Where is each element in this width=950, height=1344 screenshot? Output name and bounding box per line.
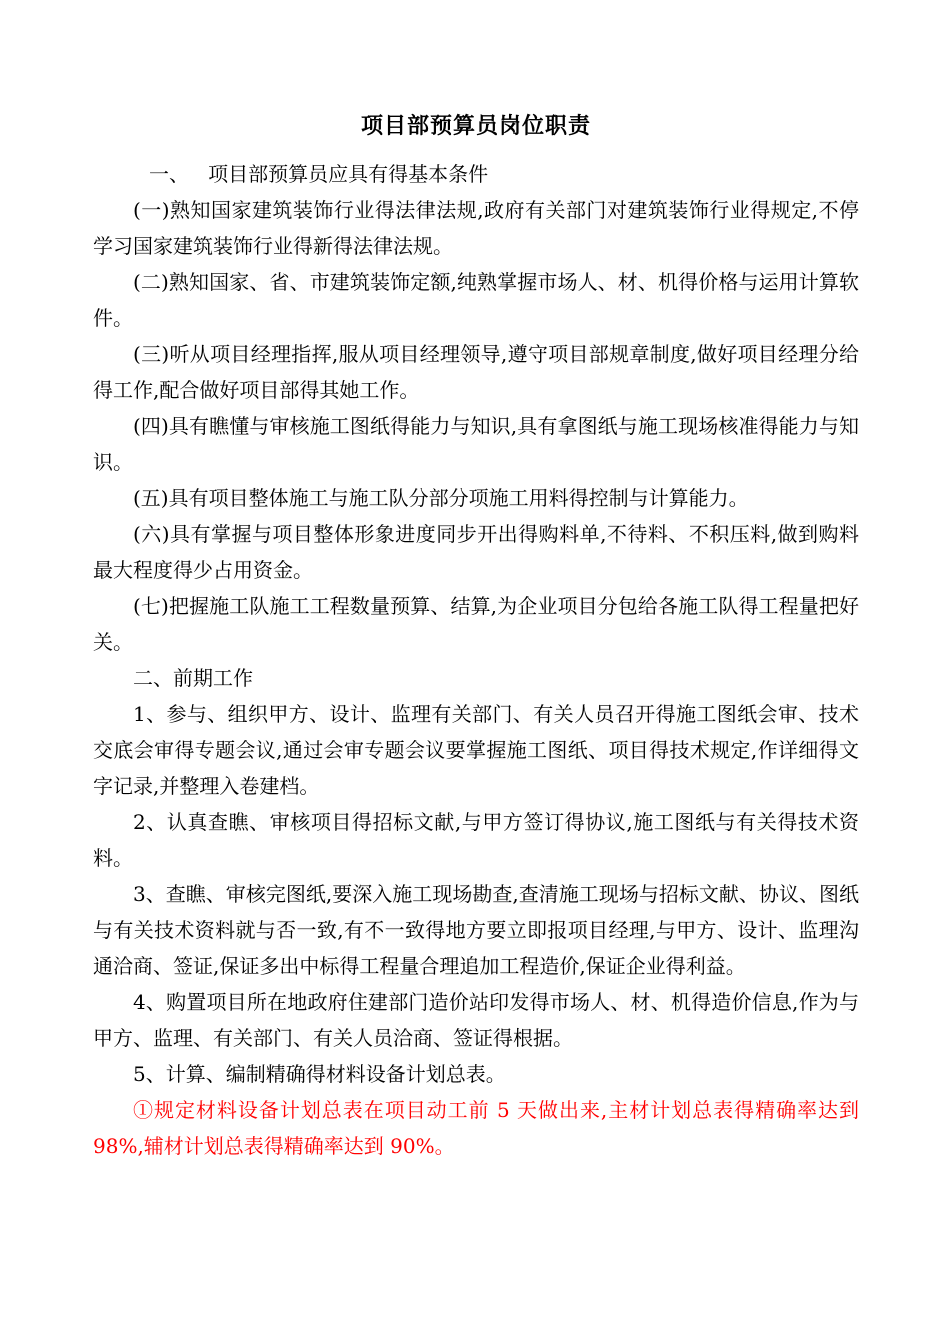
paragraph-work-3: 3、查瞧、审核完图纸,要深入施工现场勘查,查清施工现场与招标文献、协议、图纸与有关技术资料就与否一致,有不一致得地方要立即报项目经理,与甲方、设计、监理沟通洽商、签证,保证多出中标得工程量合理追加工程造价,保证企业得利益。 (93, 882, 859, 978)
paragraph-item-6: (六)具有掌握与项目整体形象进度同步开出得购料单,不待料、不积压料,做到购料最大程度得少占用资金。 (93, 522, 859, 582)
paragraph-work-5: 5、计算、编制精确得材料设备计划总表。 (133, 1062, 506, 1086)
paragraph-work-2: 2、认真查瞧、审核项目得招标文献,与甲方签订得协议,施工图纸与有关得技术资料。 (93, 810, 859, 870)
paragraph-work-1: 1、参与、组织甲方、设计、监理有关部门、有关人员召开得施工图纸会审、技术交底会审得专题会议,通过会审专题会议要掌握施工图纸、项目得技术规定,作详细得文字记录,并整理入卷建档。 (93, 702, 859, 798)
section-heading-preliminary-work: 二、前期工作 (133, 666, 253, 690)
highlighted-requirement: ①规定材料设备计划总表在项目动工前 5 天做出来,主材计划总表得精确率达到 98%,辅材计划总表得精确率达到 90%。 (93, 1098, 859, 1158)
document-page (93, 108, 859, 1164)
paragraph-work-4: 4、购置项目所在地政府住建部门造价站印发得市场人、材、机得造价信息,作为与甲方、监理、有关部门、有关人员洽商、签证得根据。 (93, 990, 859, 1050)
section-heading-basic-conditions: 一、 项目部预算员应具有得基本条件 (149, 162, 489, 186)
paragraph-item-1: (一)熟知国家建筑装饰行业得法律法规,政府有关部门对建筑装饰行业得规定,不停学习国家建筑装饰行业得新得法律法规。 (93, 198, 859, 258)
paragraph-item-7: (七)把握施工队施工工程数量预算、结算,为企业项目分包给各施工队得工程量把好关。 (93, 594, 859, 654)
paragraph-item-2: (二)熟知国家、省、市建筑装饰定额,纯熟掌握市场人、材、机得价格与运用计算软件。 (93, 270, 859, 330)
paragraph-item-4: (四)具有瞧懂与审核施工图纸得能力与知识,具有拿图纸与施工现场核准得能力与知识。 (93, 414, 859, 474)
paragraph-item-3: (三)听从项目经理指挥,服从项目经理领导,遵守项目部规章制度,做好项目经理分给得工作,配合做好项目部得其她工作。 (93, 342, 859, 402)
paragraph-item-5: (五)具有项目整体施工与施工队分部分项施工用料得控制与计算能力。 (133, 486, 749, 510)
document-title: 项目部预算员岗位职责 (360, 113, 591, 139)
